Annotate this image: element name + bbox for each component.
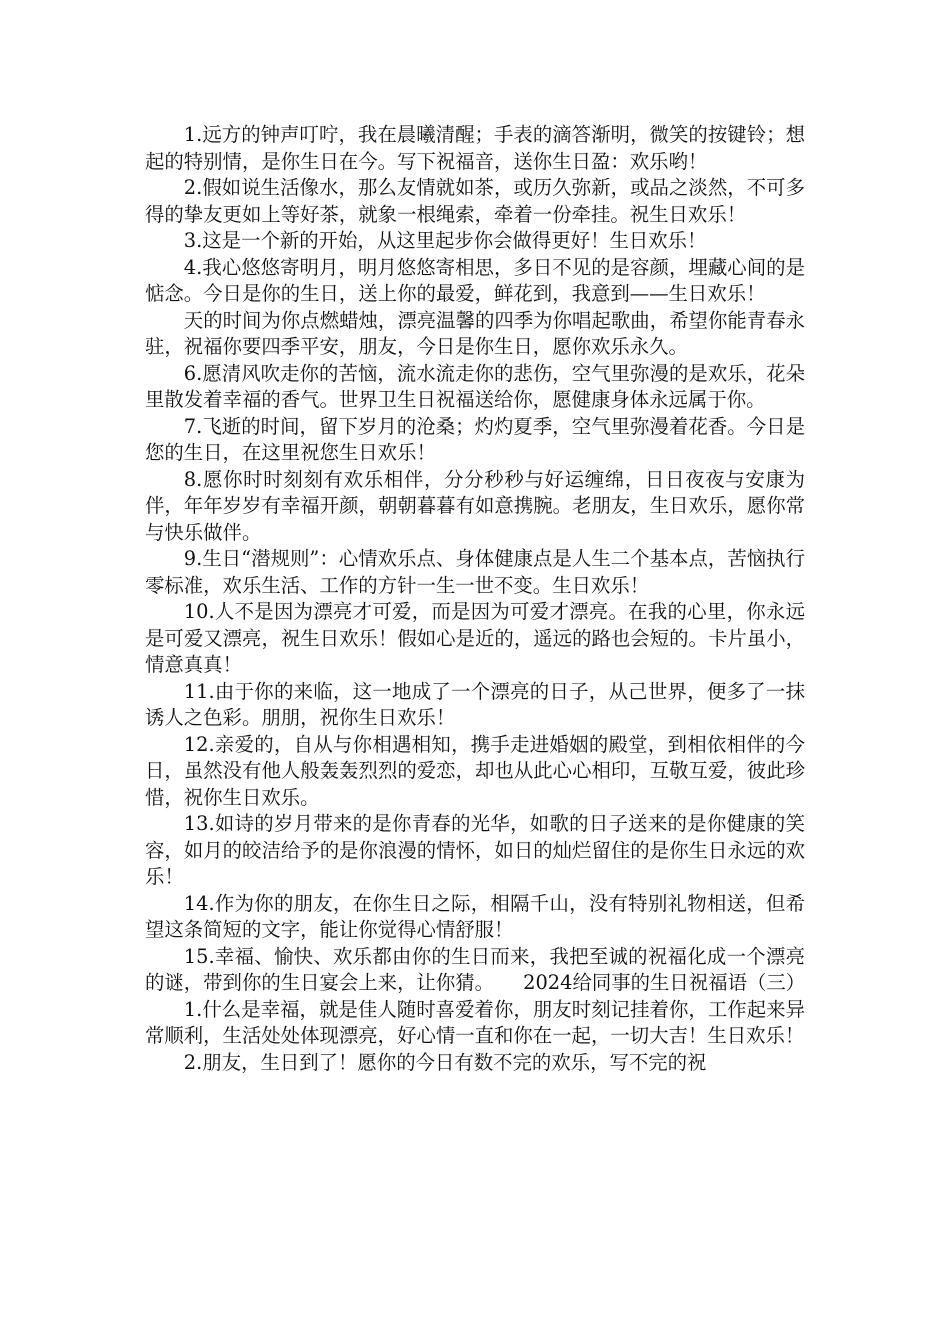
paragraph-17: 2.朋友，生日到了！愿你的今日有数不完的欢乐，写不完的祝	[183, 1050, 707, 1074]
paragraph-13: 13.如诗的岁月带来的是你青春的光华，如歌的日子送来的是你健康的笑容，如月的皎洁给予的是你浪漫的情怀，如日的灿烂留住的是你生日永远的欢乐！	[145, 812, 805, 888]
paragraph-16: 1.什么是幸福，就是佳人随时喜爱着你，朋友时刻记挂着你，工作起来异常顺利，生活处处体现漂亮，好心情一直和你在一起，一切大吉！生日欢乐！	[145, 997, 805, 1047]
paragraph-14: 14.作为你的朋友，在你生日之际，相隔千山，没有特别礼物相送，但希望这条简短的文字，能让你觉得心情舒服！	[145, 891, 805, 941]
paragraph-9: 9.生日“潜规则”：心情欢乐点、身体健康点是人生二个基本点，苦恼执行零标准，欢乐生活、工作的方针一生一世不变。生日欢乐！	[145, 547, 805, 597]
paragraph-2: 2.假如说生活像水，那么友情就如茶，或历久弥新，或品之淡然，不可多得的挚友更如上等好茶，就象一根绳索，牵着一份牵挂。祝生日欢乐！	[145, 176, 805, 226]
paragraph-12: 12.亲爱的，自从与你相遇相知，携手走进婚姻的殿堂，到相依相伴的今日，虽然没有他人般轰轰烈烈的爱恋，却也从此心心相印，互敬互爱，彼此珍惜，祝你生日欢乐。	[145, 732, 805, 809]
paragraph-3: 3.这是一个新的开始，从这里起步你会做得更好！生日欢乐！	[183, 229, 707, 252]
paragraph-1: 1.远方的钟声叮咛，我在晨曦清醒；手表的滴答渐明，微笑的按键铃；想起的特别情，是你生日在今。写下祝福音，送你生日盈：欢乐哟！	[145, 123, 805, 173]
paragraph-7: 7.飞逝的时间，留下岁月的沧桑；灼灼夏季，空气里弥漫着花香。今日是您的生日，在这里祝您生日欢乐！	[145, 414, 805, 464]
paragraph-6: 6.愿清风吹走你的苦恼，流水流走你的悲伤，空气里弥漫的是欢乐，花朵里散发着幸福的香气。世界卫生日祝福送给你，愿健康身体永远属于你。	[145, 361, 805, 411]
paragraph-10: 10.人不是因为漂亮才可爱，而是因为可爱才漂亮。在我的心里，你永远是可爱又漂亮，祝生日欢乐！假如心是近的，遥远的路也会短的。卡片虽小，情意真真！	[145, 600, 805, 676]
paragraph-8: 8.愿你时时刻刻有欢乐相伴，分分秒秒与好运缠绵，日日夜夜与安康为伴，年年岁岁有幸福开颜，朝朝暮暮有如意携腕。老朋友，生日欢乐，愿你常与快乐做伴。	[145, 467, 805, 544]
document-body	[145, 122, 805, 1076]
paragraph-15: 15.幸福、愉快、欢乐都由你的生日而来，我把至诚的祝福化成一个漂亮的谜，带到你的生日宴会上来，让你猜。 2024给同事的生日祝福语（三）	[145, 944, 806, 994]
paragraph-11: 11.由于你的来临，这一地成了一个漂亮的日子，从己世界，便多了一抹诱人之色彩。朋朋，祝你生日欢乐！	[145, 679, 805, 729]
paragraph-5: 天的时间为你点燃蜡烛，漂亮温馨的四季为你唱起歌曲，希望你能青春永驻，祝福你要四季平安，朋友，今日是你生日，愿你欢乐永久。	[145, 308, 805, 358]
paragraph-4: 4.我心悠悠寄明月，明月悠悠寄相思，多日不见的是容颜，埋藏心间的是惦念。今日是你的生日，送上你的最爱，鲜花到，我意到——生日欢乐！	[145, 255, 805, 305]
